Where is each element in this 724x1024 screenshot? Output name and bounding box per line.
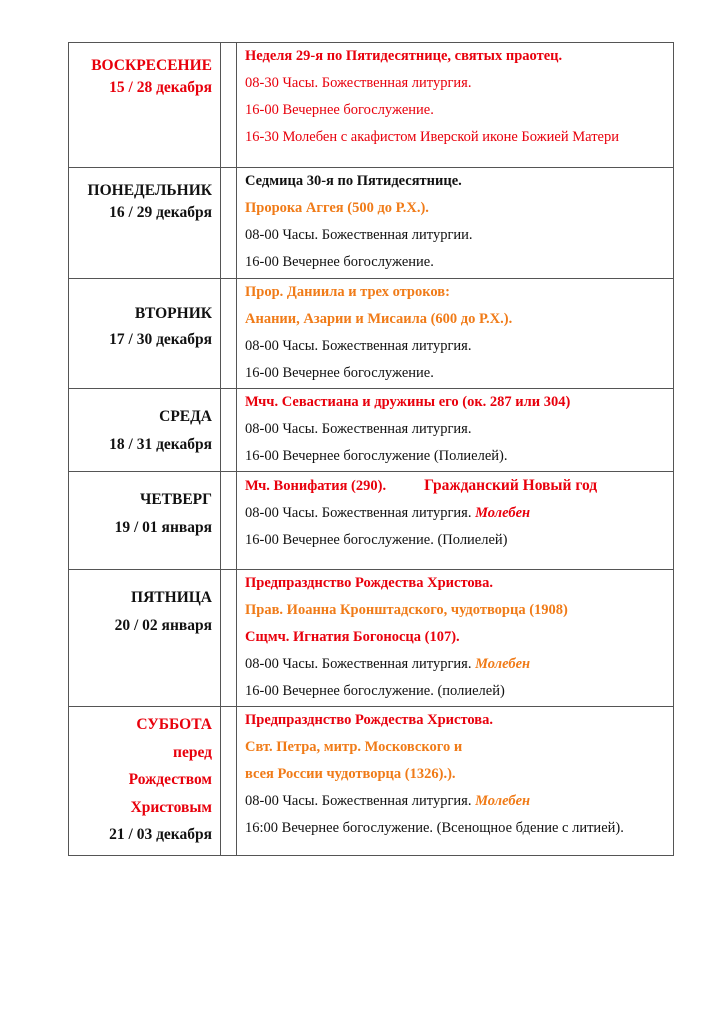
- weekday-extra: Рождеством: [128, 771, 212, 788]
- saint-line: Прор. Даниила и трех отроков:: [245, 284, 450, 300]
- day-cell: [69, 168, 221, 279]
- weekday-label: ВТОРНИК: [134, 305, 212, 322]
- services-cell: [237, 168, 674, 279]
- day-row-wednesday: [69, 389, 674, 472]
- gap-cell: [221, 472, 237, 570]
- service-line: 16-30 Молебен с акафистом Иверской иконе Божией Матери: [245, 129, 619, 145]
- date-label: 16 / 29 декабря: [109, 204, 212, 221]
- day-cell: [69, 707, 221, 856]
- day-cell: [69, 389, 221, 472]
- day-cell: [69, 472, 221, 570]
- date-label: 20 / 02 января: [114, 617, 212, 634]
- moleben-label: Молебен: [475, 505, 531, 521]
- weekday-label: СРЕДА: [159, 408, 212, 425]
- moleben-label: Молебен: [475, 656, 531, 672]
- gap-cell: [221, 389, 237, 472]
- day-cell: [69, 570, 221, 707]
- day-row-thursday: [69, 472, 674, 570]
- day-row-saturday: [69, 707, 674, 856]
- service-line: 08-00 Часы. Божественная литургия.: [245, 656, 472, 672]
- service-line: 16:00 Вечернее богослужение. (Всенощное бдение с литией).: [245, 820, 624, 836]
- services-cell: [237, 707, 674, 856]
- service-line: 16-00 Вечернее богослужение. (полиелей): [245, 683, 505, 699]
- saint-line: Прав. Иоанна Кронштадского, чудотворца (1908): [245, 602, 568, 618]
- saint-line: Пророка Аггея (500 до Р.Х.).: [245, 200, 429, 216]
- weekday-label: СУББОТА: [136, 716, 212, 733]
- gap-cell: [221, 279, 237, 389]
- feast-title: Предпразднство Рождества Христова.: [245, 575, 493, 591]
- date-label: 21 / 03 декабря: [109, 826, 212, 843]
- saint-line: Анании, Азарии и Мисаила (600 до Р.Х.).: [245, 311, 513, 327]
- services-cell: [237, 472, 674, 570]
- gap-cell: [221, 570, 237, 707]
- day-row-friday: [69, 570, 674, 707]
- weekday-extra: перед: [173, 743, 212, 761]
- service-line: 08-00 Часы. Божественная литургия.: [245, 421, 472, 437]
- weekday-label: ВОСКРЕСЕНИЕ: [91, 57, 212, 74]
- service-line: 16-00 Вечернее богослужение.: [245, 102, 434, 118]
- service-line: 16-00 Вечернее богослужение. (Полиелей): [245, 532, 508, 548]
- service-line: 08-00 Часы. Божественная литургия.: [245, 505, 472, 521]
- feast-title: Седмица 30-я по Пятидесятнице.: [245, 173, 462, 189]
- day-row-tuesday: [69, 279, 674, 389]
- service-line: 16-00 Вечернее богослужение.: [245, 254, 434, 270]
- weekday-label: ЧЕТВЕРГ: [139, 491, 212, 508]
- saint-line: всея России чудотворца (1326).).: [245, 766, 456, 782]
- services-cell: [237, 570, 674, 707]
- services-cell: [237, 279, 674, 389]
- saint-line: Свт. Петра, митр. Московского и: [245, 739, 463, 755]
- day-cell: [69, 43, 221, 168]
- date-label: 15 / 28 декабря: [109, 79, 212, 96]
- date-label: 17 / 30 декабря: [109, 331, 212, 348]
- day-row-sunday: [69, 43, 674, 168]
- date-label: 19 / 01 января: [114, 519, 212, 536]
- schedule-table: [68, 42, 674, 856]
- services-cell: [237, 43, 674, 168]
- service-line: 16-00 Вечернее богослужение.: [245, 365, 434, 381]
- gap-cell: [221, 43, 237, 168]
- service-line: 08-00 Часы. Божественная литургии.: [245, 227, 473, 243]
- gap-cell: [221, 707, 237, 856]
- moleben-label: Молебен: [475, 793, 531, 809]
- weekday-label: ПОНЕДЕЛЬНИК: [87, 182, 212, 199]
- service-line: 08-30 Часы. Божественная литургия.: [245, 75, 472, 91]
- weekday-label: ПЯТНИЦА: [131, 589, 212, 606]
- civil-new-year-label: Гражданский Новый год: [424, 477, 598, 494]
- day-row-monday: [69, 168, 674, 279]
- service-line: 08-00 Часы. Божественная литургия.: [245, 338, 472, 354]
- service-line: 08-00 Часы. Божественная литургия.: [245, 793, 472, 809]
- feast-title: Предпразднство Рождества Христова.: [245, 712, 493, 728]
- service-line: 16-00 Вечернее богослужение (Полиелей).: [245, 448, 508, 464]
- weekday-extra: Христовым: [130, 798, 212, 816]
- services-cell: [237, 389, 674, 472]
- date-label: 18 / 31 декабря: [109, 436, 212, 453]
- saint-line: Мчч. Севастиана и дружины его (ок. 287 или 304): [245, 394, 571, 410]
- gap-cell: [221, 168, 237, 279]
- day-cell: [69, 279, 221, 389]
- saint-line: Сщмч. Игнатия Богоносца (107).: [245, 629, 460, 645]
- feast-title: Неделя 29-я по Пятидесятнице, святых праотец.: [245, 48, 563, 64]
- saint-line: Мч. Вонифатия (290).: [245, 478, 387, 494]
